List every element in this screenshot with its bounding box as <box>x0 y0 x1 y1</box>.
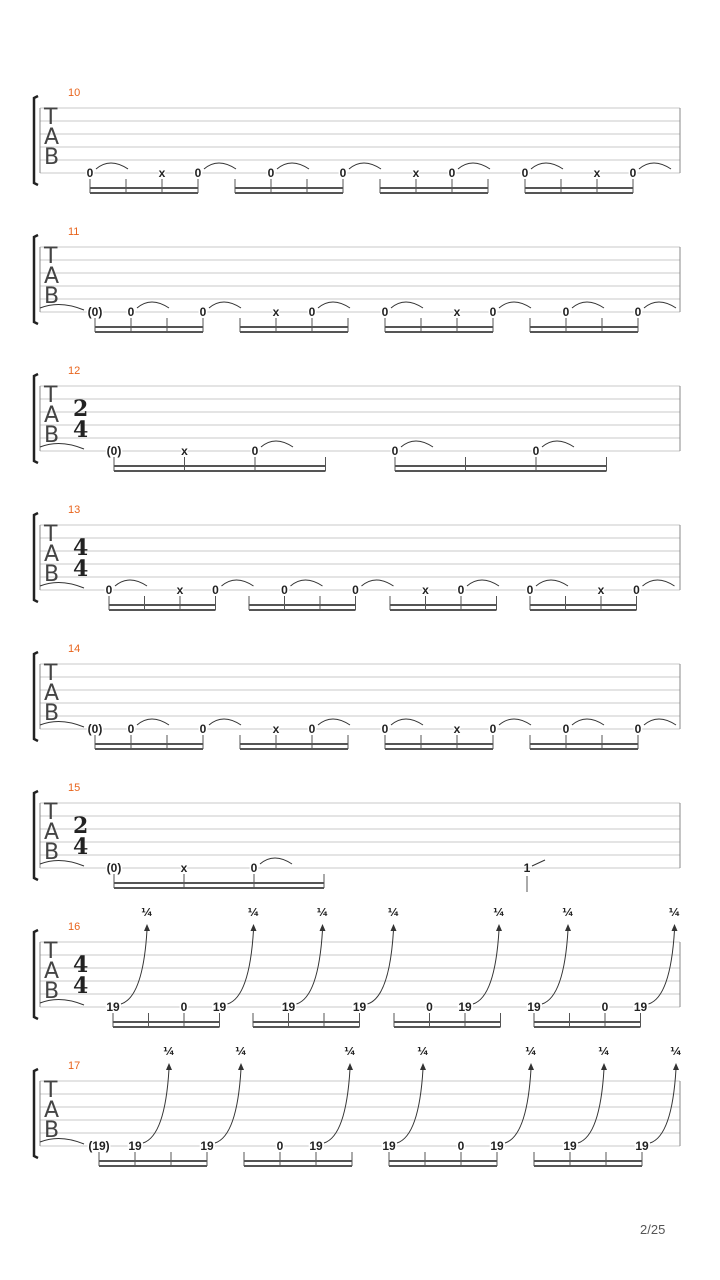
fret-number: 0 <box>86 166 94 180</box>
tie-arc <box>499 719 531 725</box>
tie-arc <box>96 163 128 169</box>
bend-arrow <box>496 924 502 931</box>
tie-arc <box>467 580 499 586</box>
fret-number: 0 <box>562 722 570 736</box>
bend-line <box>121 930 147 1004</box>
bend-label: ¼ <box>387 906 400 919</box>
time-signature-digit: 4 <box>73 417 89 443</box>
bend-label: ¼ <box>235 1045 247 1058</box>
tab-clef-letter: B <box>44 701 60 726</box>
system-bracket <box>34 235 38 324</box>
fret-number: 0 <box>601 1000 609 1014</box>
fret-number: x <box>422 583 429 597</box>
staff-system <box>34 87 680 193</box>
bend-label: ¼ <box>316 906 329 919</box>
system-bracket <box>34 1069 38 1158</box>
tab-clef-letter: B <box>44 979 60 1004</box>
system-bracket <box>34 513 38 602</box>
tab-clef-letter: T <box>44 522 58 547</box>
fret-number: x <box>412 166 420 180</box>
fret-number: 0 <box>457 583 465 597</box>
fret-number: 0 <box>105 583 113 597</box>
measure-number: 12 <box>68 365 81 377</box>
time-signature-digit: 4 <box>73 556 89 582</box>
fret-number: 19 <box>382 1139 396 1153</box>
fret-number: 19 <box>490 1139 504 1153</box>
tie-arc <box>204 163 236 169</box>
tie-arc <box>137 719 169 725</box>
bend-arrow <box>144 924 150 931</box>
fret-number: 0 <box>634 722 642 736</box>
fret-number: x <box>593 166 601 180</box>
time-signature-digit: 4 <box>73 834 89 860</box>
fret-number: 19 <box>281 1000 296 1014</box>
tie-arc <box>137 302 169 308</box>
tie-arc <box>536 580 568 586</box>
staff-system <box>34 782 680 892</box>
bend-label: ¼ <box>344 1045 356 1058</box>
fret-number: 0 <box>532 444 540 458</box>
bend-arrow <box>528 1063 534 1070</box>
bend-arrow <box>238 1063 244 1070</box>
tie-arc <box>261 441 293 447</box>
bend-line <box>228 930 254 1004</box>
staff-system <box>34 1045 682 1166</box>
fret-number: x <box>176 583 184 597</box>
fret-number: 0 <box>250 861 258 875</box>
tie-arc <box>639 163 671 169</box>
tab-clef-letter: A <box>44 820 60 845</box>
bend-line <box>505 1069 531 1143</box>
bend-label: ¼ <box>598 1045 610 1058</box>
fret-number: 0 <box>562 305 570 319</box>
fret-number: 1 <box>523 861 531 875</box>
measure-number: 17 <box>68 1060 81 1072</box>
tie-arc <box>542 441 574 447</box>
bend-line <box>397 1069 423 1143</box>
tie-arc <box>391 302 423 308</box>
fret-number: x <box>453 305 461 319</box>
bend-label: ¼ <box>163 1045 175 1058</box>
fret-number: 19 <box>352 1000 367 1014</box>
bend-arrow <box>420 1063 426 1070</box>
bend-arrow <box>347 1063 353 1070</box>
tie-arc <box>115 580 147 586</box>
bend-label: ¼ <box>247 906 260 919</box>
fret-number: 0 <box>199 305 207 319</box>
fret-number: (19) <box>88 1139 110 1153</box>
bend-arrow <box>601 1063 607 1070</box>
bend-line <box>649 930 675 1004</box>
fret-number: 0 <box>526 583 534 597</box>
tie-arc <box>391 719 423 725</box>
time-signature-digit: 4 <box>73 952 89 978</box>
fret-number: 0 <box>276 1139 284 1153</box>
tie-arc <box>260 858 292 864</box>
fret-number: 0 <box>194 166 202 180</box>
fret-number: 0 <box>127 722 135 736</box>
tab-clef-letter: B <box>44 1118 60 1143</box>
fret-number: 0 <box>489 722 497 736</box>
bend-label: ¼ <box>668 906 681 919</box>
fret-number: 0 <box>457 1139 465 1153</box>
tie-arc <box>318 719 350 725</box>
bend-label: ¼ <box>670 1045 682 1058</box>
time-signature-digit: 2 <box>73 396 89 422</box>
bend-arrow <box>166 1063 172 1070</box>
bend-arrow <box>565 924 571 931</box>
tie-arc <box>401 441 433 447</box>
tab-clef-letter: A <box>44 1098 60 1123</box>
fret-number: (0) <box>87 722 103 736</box>
tab-clef-letter: T <box>44 800 58 825</box>
fret-number: 0 <box>629 166 637 180</box>
tie-arc <box>222 580 254 586</box>
bend-arrow <box>320 924 326 931</box>
tie-arc <box>531 163 563 169</box>
tab-clef-letter: A <box>44 959 60 984</box>
tab-clef-letter: T <box>44 244 58 269</box>
fret-number: 0 <box>381 305 389 319</box>
fret-number: 19 <box>458 1000 472 1014</box>
fret-number: 19 <box>633 1000 648 1014</box>
fret-number: 0 <box>352 583 359 597</box>
tab-clef-letter: B <box>44 840 60 865</box>
fret-number: 0 <box>426 1000 433 1014</box>
bend-label: ¼ <box>562 906 574 919</box>
fret-number: 19 <box>200 1139 214 1153</box>
staff-system <box>34 643 680 749</box>
system-bracket <box>34 930 38 1019</box>
fret-number: 19 <box>527 1000 541 1014</box>
tie-arc <box>644 302 676 308</box>
fret-number: 0 <box>633 583 640 597</box>
fret-number: 0 <box>127 305 135 319</box>
page-number: 2/25 <box>640 1222 666 1237</box>
measure-number: 15 <box>68 782 81 794</box>
time-signature-digit: 4 <box>73 535 89 561</box>
bend-label: ¼ <box>525 1045 537 1058</box>
fret-number: 0 <box>199 722 207 736</box>
fret-number: (0) <box>106 444 122 458</box>
fret-number: 0 <box>212 583 219 597</box>
fret-number: 0 <box>634 305 642 319</box>
fret-number: 0 <box>489 305 497 319</box>
time-signature-digit: 4 <box>73 973 89 999</box>
bend-line <box>215 1069 241 1143</box>
fret-number: 0 <box>391 444 399 458</box>
fret-number: (0) <box>106 861 122 875</box>
bend-arrow <box>673 1063 679 1070</box>
fret-number: 19 <box>563 1139 577 1153</box>
bend-line <box>297 930 323 1004</box>
tie-arc <box>572 302 604 308</box>
tab-clef-letter: T <box>44 661 58 686</box>
slide-line <box>532 860 545 866</box>
fret-number: 0 <box>308 305 316 319</box>
tie-arc <box>209 719 241 725</box>
bend-line <box>650 1069 676 1143</box>
bend-label: ¼ <box>141 906 153 919</box>
bend-line <box>324 1069 350 1143</box>
bend-line <box>368 930 394 1004</box>
measure-number: 11 <box>68 226 80 238</box>
tab-clef-letter: A <box>44 264 60 289</box>
tab-clef-letter: B <box>44 145 60 170</box>
fret-number: x <box>453 722 461 736</box>
fret-number: 0 <box>521 166 529 180</box>
fret-number: 0 <box>339 166 347 180</box>
tie-arc <box>291 580 323 586</box>
system-bracket <box>34 96 38 185</box>
staff-system <box>34 504 680 610</box>
tab-clef-letter: A <box>44 681 60 706</box>
tab-clef-letter: T <box>44 105 58 130</box>
fret-number: 0 <box>180 1000 188 1014</box>
tie-arc <box>643 580 675 586</box>
system-bracket <box>34 652 38 741</box>
bend-line <box>473 930 499 1004</box>
system-bracket <box>34 791 38 880</box>
tie-arc <box>277 163 309 169</box>
staff-system <box>34 906 680 1027</box>
tie-arc <box>572 719 604 725</box>
tab-clef-letter: A <box>44 542 60 567</box>
fret-number: 19 <box>635 1139 649 1153</box>
fret-number: x <box>272 722 280 736</box>
fret-number: 19 <box>212 1000 227 1014</box>
fret-number: x <box>181 444 188 458</box>
time-signature-digit: 2 <box>73 813 89 839</box>
system-bracket <box>34 374 38 463</box>
bend-arrow <box>672 924 678 931</box>
bend-line <box>143 1069 169 1143</box>
measure-number: 14 <box>68 643 81 655</box>
tie-arc <box>362 580 394 586</box>
fret-number: 0 <box>381 722 389 736</box>
measure-number: 10 <box>68 87 81 99</box>
fret-number: 19 <box>106 1000 120 1014</box>
fret-number: x <box>597 583 605 597</box>
staff-system <box>34 226 680 332</box>
fret-number: (0) <box>87 305 103 319</box>
fret-number: 0 <box>251 444 259 458</box>
tab-clef-letter: T <box>44 1078 58 1103</box>
tab-clef-letter: A <box>44 403 60 428</box>
fret-number: 19 <box>309 1139 323 1153</box>
staff-system <box>34 365 680 471</box>
fret-number: x <box>272 305 280 319</box>
fret-number: 0 <box>267 166 275 180</box>
tie-arc <box>209 302 241 308</box>
fret-number: x <box>180 861 188 875</box>
tab-clef-letter: T <box>44 939 58 964</box>
fret-number: 19 <box>128 1139 142 1153</box>
bend-label: ¼ <box>417 1045 429 1058</box>
tie-arc <box>499 302 531 308</box>
measure-number: 13 <box>68 504 81 516</box>
tab-clef-letter: B <box>44 284 60 309</box>
bend-line <box>542 930 568 1004</box>
fret-number: x <box>158 166 166 180</box>
fret-number: 0 <box>448 166 456 180</box>
fret-number: 0 <box>308 722 316 736</box>
tab-clef-letter: T <box>44 383 58 408</box>
fret-number: 0 <box>281 583 288 597</box>
tie-arc <box>644 719 676 725</box>
bend-arrow <box>251 924 257 931</box>
measure-number: 16 <box>68 921 81 933</box>
tie-arc <box>458 163 490 169</box>
tab-clef-letter: B <box>44 562 60 587</box>
bend-line <box>578 1069 604 1143</box>
tab-clef-letter: A <box>44 125 60 150</box>
bend-arrow <box>391 924 397 931</box>
tie-arc <box>349 163 381 169</box>
bend-label: ¼ <box>493 906 505 919</box>
tab-clef-letter: B <box>44 423 60 448</box>
tie-arc <box>318 302 350 308</box>
